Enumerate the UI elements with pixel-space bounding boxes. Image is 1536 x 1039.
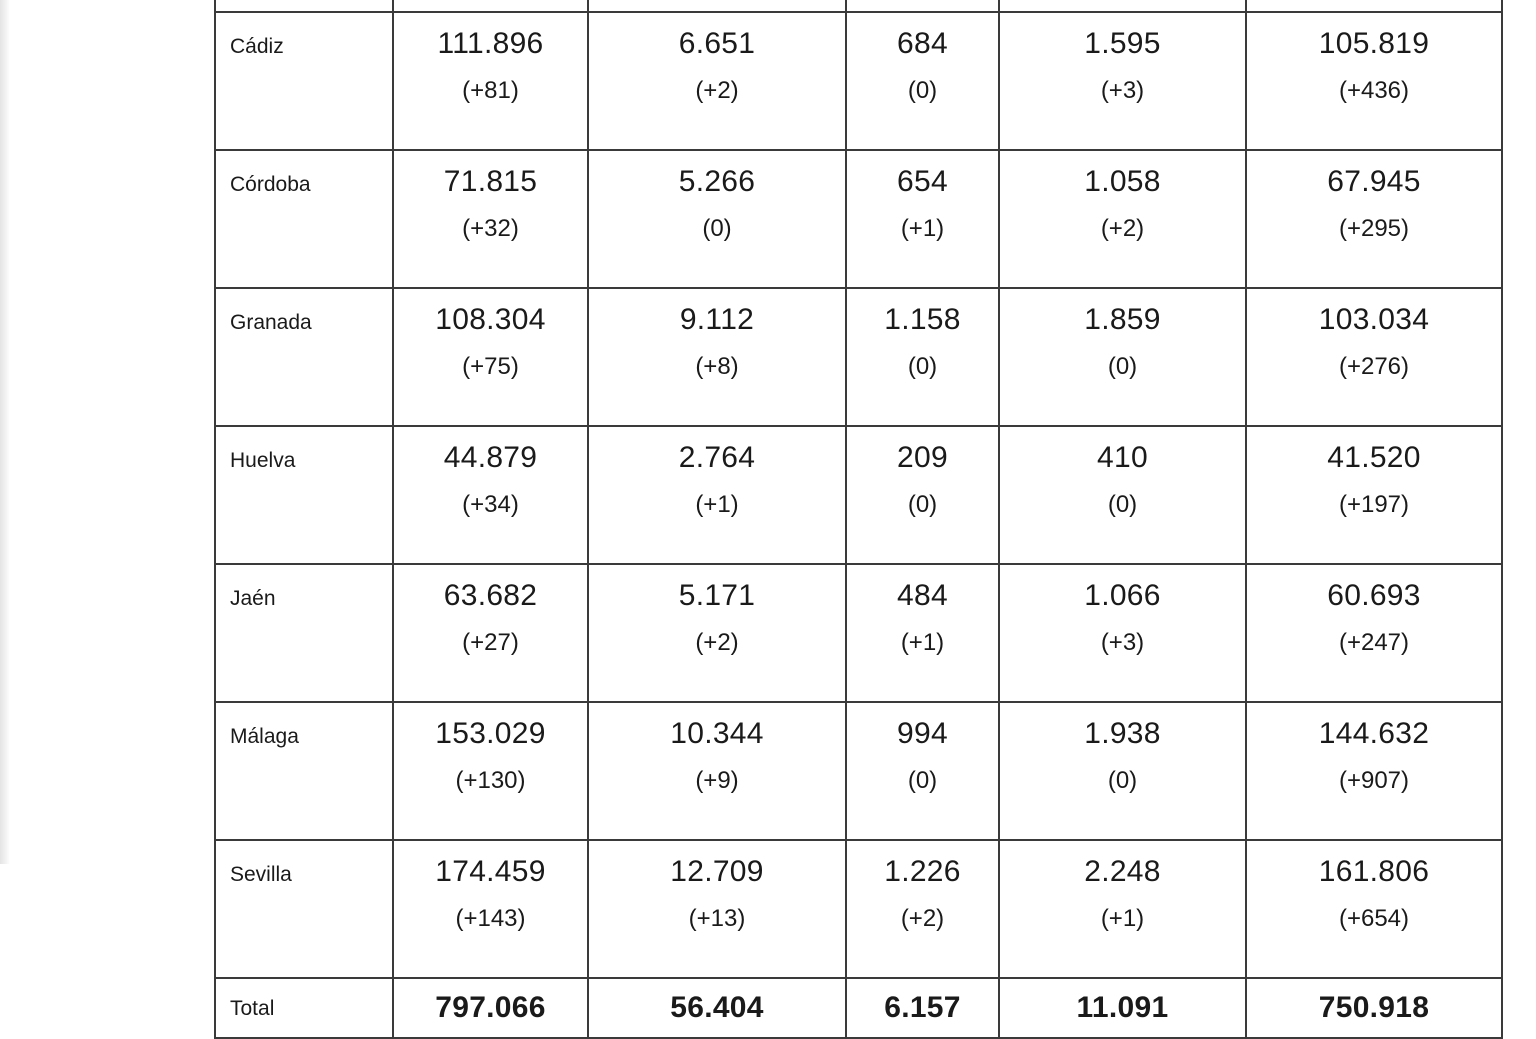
- main-value: 105.819: [1318, 27, 1430, 60]
- main-value: 1.859: [1084, 303, 1161, 336]
- value-cell: [588, 564, 846, 702]
- table-row: [215, 150, 1502, 288]
- daily-change: (+276): [1338, 353, 1410, 380]
- covid-stats-table: [214, 0, 1503, 1039]
- daily-change: (+1): [695, 491, 739, 518]
- total-value-cell: [588, 978, 846, 1038]
- page-edge-shadow: [0, 0, 10, 864]
- value-cell: [999, 564, 1246, 702]
- main-value: 2.248: [1084, 855, 1161, 888]
- table-cell: [393, 0, 588, 12]
- main-value: 684: [897, 27, 948, 60]
- total-value-cell: [846, 978, 999, 1038]
- value-cell: [846, 426, 999, 564]
- value-cell: [393, 150, 588, 288]
- province-name: Cádiz: [215, 12, 393, 150]
- daily-change: (+81): [462, 77, 519, 104]
- daily-change: (0): [907, 767, 938, 794]
- total-value: 6.157: [884, 991, 961, 1024]
- province-name: Jaén: [215, 564, 393, 702]
- daily-change: (+130): [455, 767, 526, 794]
- daily-change: (0): [907, 491, 938, 518]
- value-cell: [1246, 426, 1502, 564]
- daily-change: (+247): [1338, 629, 1410, 656]
- table-row-previous: [215, 0, 1502, 12]
- total-value-cell: [999, 978, 1246, 1038]
- value-cell: [1246, 840, 1502, 978]
- value-cell: [846, 12, 999, 150]
- main-value: 484: [897, 579, 948, 612]
- main-value: 654: [897, 165, 948, 198]
- main-value: 1.595: [1084, 27, 1161, 60]
- main-value: 63.682: [443, 579, 538, 612]
- value-cell: [393, 564, 588, 702]
- total-value: 56.404: [670, 991, 764, 1024]
- value-cell: [588, 12, 846, 150]
- value-cell: [1246, 150, 1502, 288]
- main-value: 10.344: [670, 717, 764, 750]
- daily-change: (+654): [1338, 905, 1410, 932]
- value-cell: [846, 564, 999, 702]
- main-value: 174.459: [435, 855, 546, 888]
- daily-change: (+2): [695, 77, 739, 104]
- daily-change: (+295): [1338, 215, 1410, 242]
- main-value: 410: [1097, 441, 1148, 474]
- province-name: Málaga: [215, 702, 393, 840]
- main-value: 5.171: [678, 579, 756, 612]
- daily-change: (+8): [695, 353, 739, 380]
- main-value: 12.709: [670, 855, 764, 888]
- value-cell: [846, 150, 999, 288]
- value-cell: [1246, 564, 1502, 702]
- main-value: 103.034: [1318, 303, 1430, 336]
- daily-change: (+436): [1338, 77, 1410, 104]
- value-cell: [588, 840, 846, 978]
- total-label: Total: [215, 978, 393, 1038]
- main-value: 108.304: [435, 303, 546, 336]
- value-cell: [999, 702, 1246, 840]
- daily-change: (+3): [1100, 77, 1145, 104]
- main-value: 111.896: [437, 27, 544, 60]
- daily-change: (0): [907, 353, 938, 380]
- main-value: 161.806: [1318, 855, 1430, 888]
- main-value: 5.266: [678, 165, 756, 198]
- daily-change: (+3): [1100, 629, 1145, 656]
- main-value: 1.058: [1084, 165, 1161, 198]
- value-cell: [1246, 702, 1502, 840]
- daily-change: (0): [1107, 491, 1138, 518]
- total-value-cell: [393, 978, 588, 1038]
- value-cell: [588, 702, 846, 840]
- value-cell: [393, 840, 588, 978]
- total-value: 797.066: [435, 991, 546, 1024]
- province-name: Córdoba: [215, 150, 393, 288]
- main-value: 60.693: [1327, 579, 1421, 612]
- main-value: 71.815: [443, 165, 538, 198]
- value-cell: [999, 840, 1246, 978]
- table-row: [215, 12, 1502, 150]
- main-value: 2.764: [678, 441, 756, 474]
- total-value: 11.091: [1076, 991, 1169, 1024]
- table-cell: [846, 0, 999, 12]
- main-value: 1.226: [884, 855, 961, 888]
- main-value: 9.112: [679, 303, 755, 336]
- daily-change: (+143): [455, 905, 526, 932]
- value-cell: [999, 426, 1246, 564]
- table-row: [215, 840, 1502, 978]
- main-value: 67.945: [1327, 165, 1421, 198]
- total-value: 750.918: [1318, 991, 1430, 1024]
- daily-change: (0): [702, 215, 732, 242]
- value-cell: [846, 702, 999, 840]
- table-body: [215, 0, 1502, 1038]
- table-row-total: [215, 978, 1502, 1038]
- daily-change: (+1): [1100, 905, 1145, 932]
- table-row: [215, 288, 1502, 426]
- value-cell: [588, 426, 846, 564]
- value-cell: [999, 150, 1246, 288]
- table-row: [215, 426, 1502, 564]
- table-row: [215, 702, 1502, 840]
- value-cell: [393, 288, 588, 426]
- value-cell: [588, 288, 846, 426]
- value-cell: [588, 150, 846, 288]
- daily-change: (+2): [1100, 215, 1145, 242]
- province-name: Granada: [215, 288, 393, 426]
- main-value: 41.520: [1327, 441, 1421, 474]
- daily-change: (0): [1107, 767, 1138, 794]
- daily-change: (0): [907, 77, 938, 104]
- daily-change: (+2): [695, 629, 739, 656]
- main-value: 44.879: [443, 441, 538, 474]
- value-cell: [846, 288, 999, 426]
- daily-change: (+2): [900, 905, 945, 932]
- main-value: 1.158: [884, 303, 961, 336]
- value-cell: [999, 288, 1246, 426]
- daily-change: (+75): [462, 353, 519, 380]
- value-cell: [393, 12, 588, 150]
- main-value: 153.029: [435, 717, 546, 750]
- daily-change: (+27): [462, 629, 519, 656]
- main-value: 6.651: [678, 27, 756, 60]
- value-cell: [393, 426, 588, 564]
- daily-change: (0): [1107, 353, 1138, 380]
- main-value: 1.938: [1084, 717, 1161, 750]
- province-name: Huelva: [215, 426, 393, 564]
- daily-change: (+1): [900, 629, 945, 656]
- value-cell: [846, 840, 999, 978]
- daily-change: (+9): [695, 767, 739, 794]
- daily-change: (+1): [900, 215, 945, 242]
- table-cell: [999, 0, 1246, 12]
- main-value: 1.066: [1084, 579, 1161, 612]
- main-value: 144.632: [1318, 717, 1430, 750]
- daily-change: (+32): [462, 215, 519, 242]
- daily-change: (+34): [462, 491, 519, 518]
- main-value: 994: [897, 717, 948, 750]
- total-value-cell: [1246, 978, 1502, 1038]
- main-value: 209: [897, 441, 948, 474]
- province-name: Sevilla: [215, 840, 393, 978]
- table-cell: [215, 0, 393, 12]
- value-cell: [1246, 288, 1502, 426]
- daily-change: (+13): [688, 905, 746, 932]
- daily-change: (+197): [1338, 491, 1410, 518]
- table-cell: [1246, 0, 1502, 12]
- daily-change: (+907): [1338, 767, 1410, 794]
- value-cell: [999, 12, 1246, 150]
- table-cell: [588, 0, 846, 12]
- value-cell: [393, 702, 588, 840]
- table-row: [215, 564, 1502, 702]
- value-cell: [1246, 12, 1502, 150]
